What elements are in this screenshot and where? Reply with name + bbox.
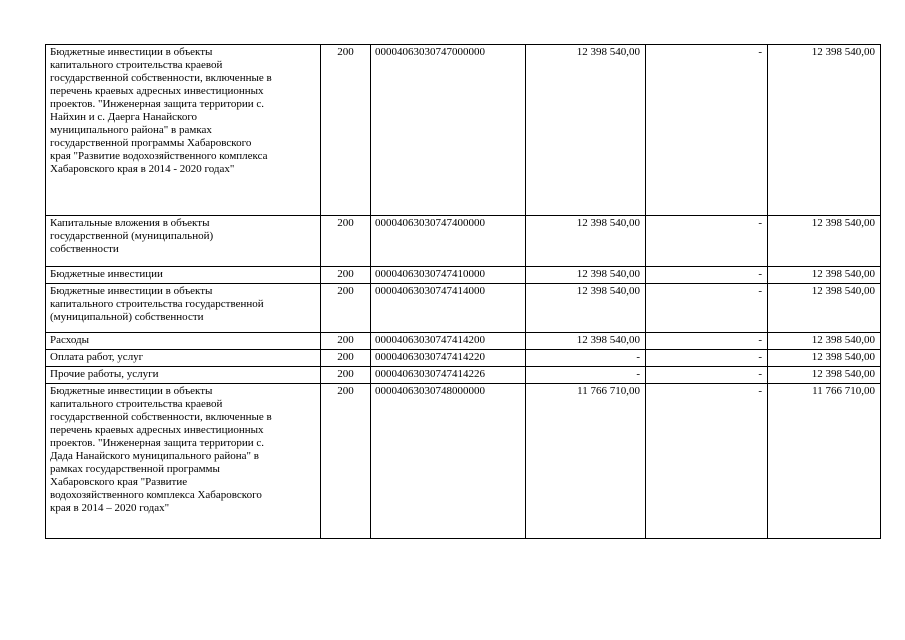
row-unexecuted-cell: 12 398 540,00	[768, 216, 881, 267]
row-classifier-cell: 00004063030747414226	[371, 367, 526, 384]
table-row	[46, 267, 881, 284]
row-name-cell: Бюджетные инвестиции в объекты капитального строительства краевой государственной собственности, включенные в перечень краевых адресных инвестиционных проектов. "Инженерная защита территории с. Найхин и с. Даерга Нанайского муниципального района" в рамках государственной программы Хабаровского края "Развитие водохозяйственного комплекса Хабаровского края в 2014 - 2020 годах"	[46, 45, 321, 216]
row-executed-cell: -	[646, 384, 768, 539]
row-classifier-cell: 00004063030747000000	[371, 45, 526, 216]
row-approved-cell: 12 398 540,00	[526, 267, 646, 284]
row-code-cell: 200	[321, 284, 371, 333]
table-row	[46, 367, 881, 384]
row-code-cell: 200	[321, 45, 371, 216]
row-approved-cell: 12 398 540,00	[526, 333, 646, 350]
row-unexecuted-cell: 12 398 540,00	[768, 367, 881, 384]
row-executed-cell: -	[646, 267, 768, 284]
row-code-cell: 200	[321, 367, 371, 384]
row-executed-cell: -	[646, 284, 768, 333]
row-name-cell: Расходы	[46, 333, 321, 350]
row-classifier-cell: 00004063030747400000	[371, 216, 526, 267]
row-code-cell: 200	[321, 267, 371, 284]
row-unexecuted-cell: 12 398 540,00	[768, 284, 881, 333]
row-classifier-cell: 00004063030748000000	[371, 384, 526, 539]
table-row	[46, 45, 881, 216]
row-unexecuted-cell: 12 398 540,00	[768, 333, 881, 350]
row-approved-cell: 12 398 540,00	[526, 284, 646, 333]
row-unexecuted-cell: 11 766 710,00	[768, 384, 881, 539]
row-code-cell: 200	[321, 384, 371, 539]
row-executed-cell: -	[646, 350, 768, 367]
table-row	[46, 333, 881, 350]
row-approved-cell: 12 398 540,00	[526, 216, 646, 267]
row-name-cell: Бюджетные инвестиции в объекты капитального строительства краевой государственной собственности, включенные в перечень краевых адресных инвестиционных проектов. "Инженерная защита территории с. Дада Нанайского муниципального района" в рамках государственной программы Хабаровского края "Развитие водохозяйственного комплекса Хабаровского края в 2014 – 2020 годах"	[46, 384, 321, 539]
budget-table	[45, 44, 881, 539]
row-name-cell: Капитальные вложения в объекты государственной (муниципальной) собственности	[46, 216, 321, 267]
row-executed-cell: -	[646, 216, 768, 267]
row-executed-cell: -	[646, 333, 768, 350]
table-row	[46, 216, 881, 267]
row-classifier-cell: 00004063030747410000	[371, 267, 526, 284]
row-unexecuted-cell: 12 398 540,00	[768, 267, 881, 284]
row-code-cell: 200	[321, 350, 371, 367]
row-executed-cell: -	[646, 367, 768, 384]
row-code-cell: 200	[321, 216, 371, 267]
row-approved-cell: 12 398 540,00	[526, 45, 646, 216]
row-unexecuted-cell: 12 398 540,00	[768, 350, 881, 367]
row-classifier-cell: 00004063030747414220	[371, 350, 526, 367]
row-name-cell: Оплата работ, услуг	[46, 350, 321, 367]
row-name-cell: Прочие работы, услуги	[46, 367, 321, 384]
table-row	[46, 384, 881, 539]
row-name-cell: Бюджетные инвестиции в объекты капитального строительства государственной (муниципальной) собственности	[46, 284, 321, 333]
table-row	[46, 284, 881, 333]
row-approved-cell: 11 766 710,00	[526, 384, 646, 539]
row-unexecuted-cell: 12 398 540,00	[768, 45, 881, 216]
table-row	[46, 350, 881, 367]
row-executed-cell: -	[646, 45, 768, 216]
row-approved-cell: -	[526, 367, 646, 384]
row-code-cell: 200	[321, 333, 371, 350]
row-approved-cell: -	[526, 350, 646, 367]
row-classifier-cell: 00004063030747414000	[371, 284, 526, 333]
row-classifier-cell: 00004063030747414200	[371, 333, 526, 350]
row-name-cell: Бюджетные инвестиции	[46, 267, 321, 284]
